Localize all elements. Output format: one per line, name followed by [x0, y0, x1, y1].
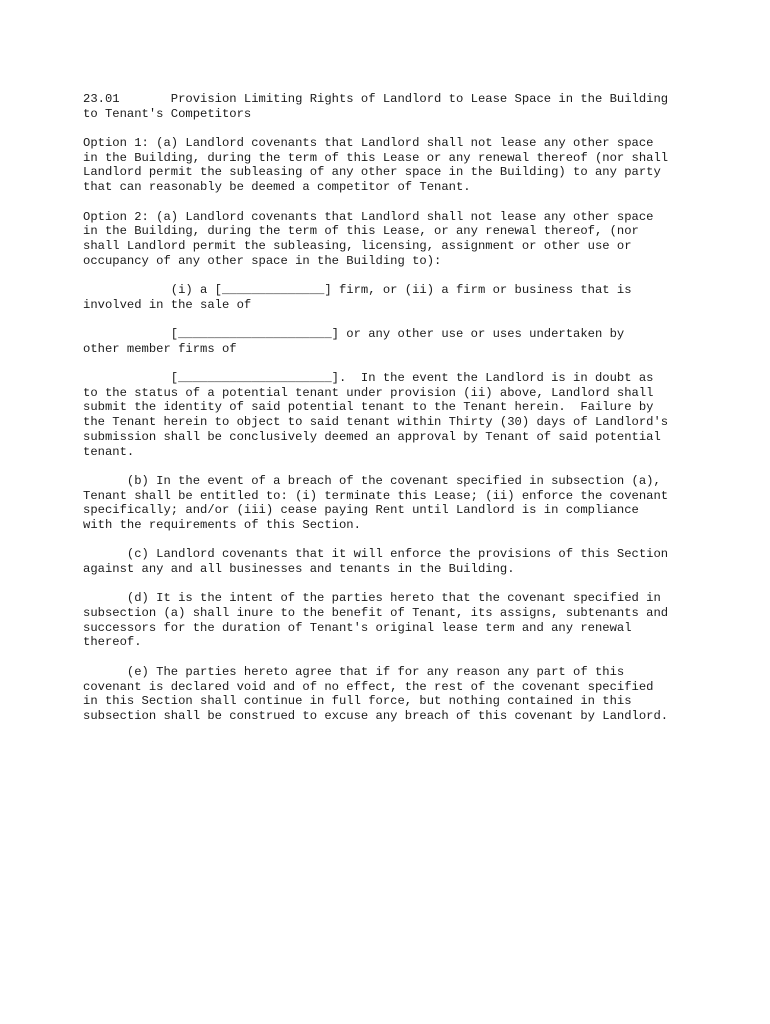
paragraph-line: that can reasonably be deemed a competitor of Tenant.	[83, 180, 471, 195]
paragraph-line: occupancy of any other space in the Building to):	[83, 253, 442, 268]
subsection-e-paragraph	[83, 665, 689, 724]
paragraph-line: shall Landlord permit the subleasing, licensing, assignment or other use or	[83, 238, 632, 253]
paragraph-line: successors for the duration of Tenant's original lease term and any renewal	[83, 620, 632, 635]
paragraph-line: with the requirements of this Section.	[83, 517, 361, 532]
paragraph-line: the Tenant herein to object to said tenant within Thirty (30) days of Landlord's	[83, 415, 669, 430]
paragraph-line: in the Building, during the term of this Lease or any renewal thereof (nor shall	[83, 150, 669, 165]
document-page	[83, 92, 689, 738]
paragraph-line: Option 2: (a) Landlord covenants that Landlord shall not lease any other space	[83, 209, 654, 224]
paragraph-line: to the status of a potential tenant under provision (ii) above, Landlord shall	[83, 385, 654, 400]
blank-item-doubt-paragraph	[83, 371, 689, 459]
paragraph-line: covenant is declared void and of no effect, the rest of the covenant specified	[83, 679, 654, 694]
paragraph-line: in the Building, during the term of this Lease, or any renewal thereof, (nor	[83, 224, 639, 239]
paragraph-line: [_____________________]. In the event the Landlord is in doubt as	[83, 371, 654, 386]
paragraph-line: (i) a [______________] firm, or (ii) a firm or business that is	[83, 282, 632, 297]
paragraph-line: Option 1: (a) Landlord covenants that Landlord shall not lease any other space	[83, 136, 654, 151]
section-heading	[83, 92, 689, 121]
option-1-paragraph	[83, 136, 689, 195]
paragraph-line: (e) The parties hereto agree that if for any reason any part of this	[83, 664, 625, 679]
paragraph-line: (d) It is the intent of the parties hereto that the covenant specified in	[83, 591, 661, 606]
blank-item-paragraph	[83, 327, 689, 356]
paragraph-line: (c) Landlord covenants that it will enforce the provisions of this Section	[83, 547, 669, 562]
paragraph-line: subsection (a) shall inure to the benefit of Tenant, its assigns, subtenants and	[83, 606, 669, 621]
item-i-paragraph	[83, 283, 689, 312]
paragraph-line: Tenant shall be entitled to: (i) terminate this Lease; (ii) enforce the covenant	[83, 488, 669, 503]
paragraph-line: specifically; and/or (iii) cease paying Rent until Landlord is in compliance	[83, 503, 639, 518]
paragraph-line: involved in the sale of	[83, 297, 252, 312]
subsection-d-paragraph	[83, 591, 689, 650]
paragraph-line: [_____________________] or any other use or uses undertaken by	[83, 327, 625, 341]
paragraph-line: (b) In the event of a breach of the covenant specified in subsection (a),	[83, 473, 661, 488]
paragraph-line: subsection shall be construed to excuse any breach of this covenant by Landlord.	[83, 708, 669, 723]
paragraph-line: tenant.	[83, 444, 135, 459]
paragraph-line: other member firms of	[83, 341, 237, 356]
paragraph-line: in this Section shall continue in full force, but nothing contained in this	[83, 694, 632, 709]
paragraph-line: thereof.	[83, 635, 142, 650]
paragraph-line: Landlord permit the subleasing of any other space in the Building) to any party	[83, 165, 661, 180]
paragraph-line: against any and all businesses and tenants in the Building.	[83, 562, 515, 576]
paragraph-line: submission shall be conclusively deemed an approval by Tenant of said potential	[83, 429, 661, 444]
option-2-paragraph	[83, 210, 689, 269]
subsection-b-paragraph	[83, 474, 689, 533]
subsection-c-paragraph	[83, 547, 689, 576]
paragraph-line: submit the identity of said potential tenant to the Tenant herein. Failure by	[83, 400, 654, 415]
heading-line: to Tenant's Competitors	[83, 106, 252, 121]
heading-line: 23.01 Provision Limiting Rights of Landlord to Lease Space in the Building	[83, 92, 669, 106]
